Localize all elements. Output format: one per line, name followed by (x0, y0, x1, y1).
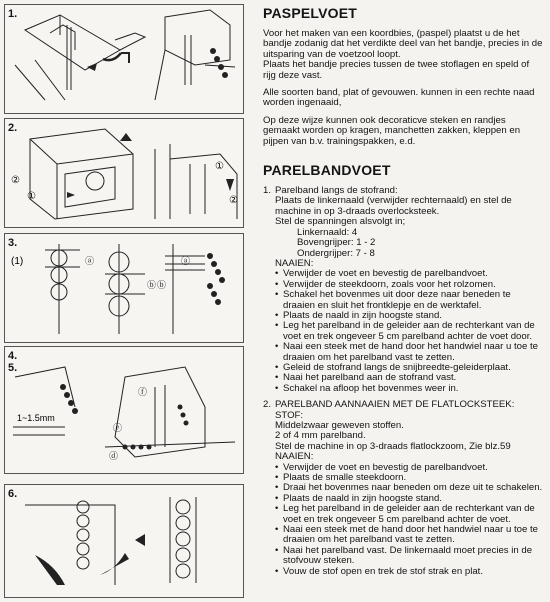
section-title-paspelvoet: PASPELVOET (263, 5, 358, 21)
list-item: • Naai het parelband aan de stofrand vast. (275, 373, 543, 383)
figure-1-paspel-foot (4, 4, 244, 114)
list-item: • Leg het parelband in de geleider aan de rechterkant van de voet en trek ongeveer 5 cm parelband achter de voet door. (275, 321, 543, 342)
list-item: • Verwijder de voet en bevestig de parelbandvoet. (275, 463, 543, 473)
list-item: • Naai een steek met de hand door het handwiel naar u toe te draaien om het parelband vast te zetten. (275, 525, 543, 546)
figure-3-label-b2: ⓑ (157, 280, 167, 290)
item-2-stof-label: STOF: (275, 409, 304, 421)
paspel-paragraph-1: Voor het maken van een koordbies, (paspel) plaatst u de het bandje zodanig dat het verdikte deel van het bandje, precies in de uitsparing van de voetzool loopt. (263, 28, 543, 60)
item-2-stof-line: 2 of 4 mm parelband. (275, 430, 366, 442)
parelband-list (263, 186, 543, 577)
list-item: • Geleid de stofrand langs de snijbreedte-geleiderplaat. (275, 363, 543, 373)
figure-3-number: 3. (8, 237, 18, 249)
item-1-text: Plaats de linkernaald (verwijder rechternaald) en stel de machine in op 3-draads overlocksteek. (275, 195, 512, 217)
figure-2-label-c: ① (215, 161, 224, 172)
figure-1-drawing (5, 5, 243, 113)
list-item: • Draai het bovenmes naar beneden om deze uit te schakelen. (275, 483, 543, 493)
setting-lower-looper: Ondergrijper: 7 - 8 (297, 247, 375, 259)
setting-upper-looper: Bovengrijper: 1 - 2 (297, 237, 376, 249)
list-item: • Naai een steek met de hand door het handwiel naar u toe te draaien om het parelband vast te zetten. (275, 342, 543, 363)
list-item: • Plaats de naald in zijn hoogste stand. (275, 494, 543, 504)
setting-needle: Linkernaald: 4 (297, 226, 358, 238)
item-2-naaien: NAAIEN: (275, 451, 314, 463)
item-1-naaien: NAAIEN: (275, 257, 314, 269)
item-2-stof-line: Stel de machine in op 3-draads flatlockzoom, Zie blz.59 (275, 440, 511, 452)
illustration-column (0, 0, 246, 602)
list-item: • Leg het parelband in de geleider aan de rechterkant van de voet en trek ongeveer 5 cm parelband achter de voet. (275, 504, 543, 525)
figure-3-label-b: ⓑ (147, 280, 157, 290)
figure-2-label-b: ① (27, 191, 36, 202)
list-item-2 (263, 400, 543, 577)
paspel-paragraph-3: Alle soorten band, plat of gevouwen. kunnen in een rechte naad worden ingenaaid, (263, 87, 535, 109)
item-1-settings-title: Stel de spanningen alsvolgt in; (275, 216, 406, 228)
paspel-paragraph-2: Plaats het bandje precies tussen de twee stoflagen en speld of rijg deze vast. (263, 59, 530, 81)
figure-4-number: 4. (8, 350, 18, 362)
item-2-heading: PARELBAND AANNAAIEN MET DE FLATLOCKSTEEK: (275, 399, 515, 411)
figure-2-number: 2. (8, 122, 18, 134)
figure-3-label-a: ⓐ (85, 256, 95, 266)
list-item: • Naai het parelband vast. De linkernaald moet precies in de stofvouw steken. (275, 546, 543, 567)
figure-2-label-a: ② (11, 175, 20, 186)
list-item: • Plaats de smalle steekdoorn. (275, 473, 543, 483)
list-item: • Schakel na afloop het bovenmes weer in. (275, 384, 543, 394)
figure-5-label-e: ⓔ (113, 423, 123, 433)
list-item-1-number: 1. (263, 185, 272, 197)
figure-6-drawing (5, 485, 243, 597)
figure-2-machine-setup (4, 118, 244, 228)
figure-3-drawing (5, 234, 243, 342)
list-item-1 (263, 186, 543, 394)
list-item: • Plaats de naald in zijn hoogste stand. (275, 311, 543, 321)
list-item: • Verwijder de steekdoorn, zoals voor het rolzomen. (275, 280, 543, 290)
paspel-paragraph-4: Op deze wijze kunnen ook decoraticve steken en randjes gemaakt worden op kragen, manchetten zakken, kleppen en pijpen van b.v. trainingspakken, e.d. (263, 114, 521, 147)
figure-3-label-a2: ⓐ (181, 256, 191, 266)
figure-5-label-f: ⓕ (138, 387, 148, 397)
list-item: • Schakel het bovenmes uit door deze naar beneden te draaien en sluit het frontklepje en de werktafel. (275, 290, 543, 311)
figure-5-label-d: ⓓ (109, 451, 119, 461)
figure-1-number: 1. (8, 8, 18, 20)
figure-6-flatlock-result (4, 484, 244, 598)
item-2-stof-line: Middelzwaar geweven stoffen. (275, 420, 404, 431)
list-item: • Vouw de stof open en trek de stof strak en plat. (275, 567, 543, 577)
figure-2-label-d: ② (229, 195, 238, 206)
section-title-parelbandvoet: PARELBANDVOET (263, 162, 391, 179)
figure-4-5-bead-foot (4, 346, 244, 474)
list-item-2-number: 2. (263, 399, 272, 411)
figure-2-drawing (5, 119, 243, 227)
item-1-heading: Parelband langs de stofrand: (275, 185, 398, 197)
figure-4-measure: 1~1.5mm (17, 413, 55, 423)
figure-3-label-1: (1) (11, 256, 24, 267)
text-column (263, 6, 543, 577)
figure-6-number: 6. (8, 488, 18, 500)
figure-3-bead-sizes (4, 233, 244, 343)
figure-5-number: 5. (8, 362, 18, 374)
figure-4-5-drawing (5, 347, 243, 473)
list-item: • Verwijder de voet en bevestig de parelbandvoet. (275, 269, 543, 279)
